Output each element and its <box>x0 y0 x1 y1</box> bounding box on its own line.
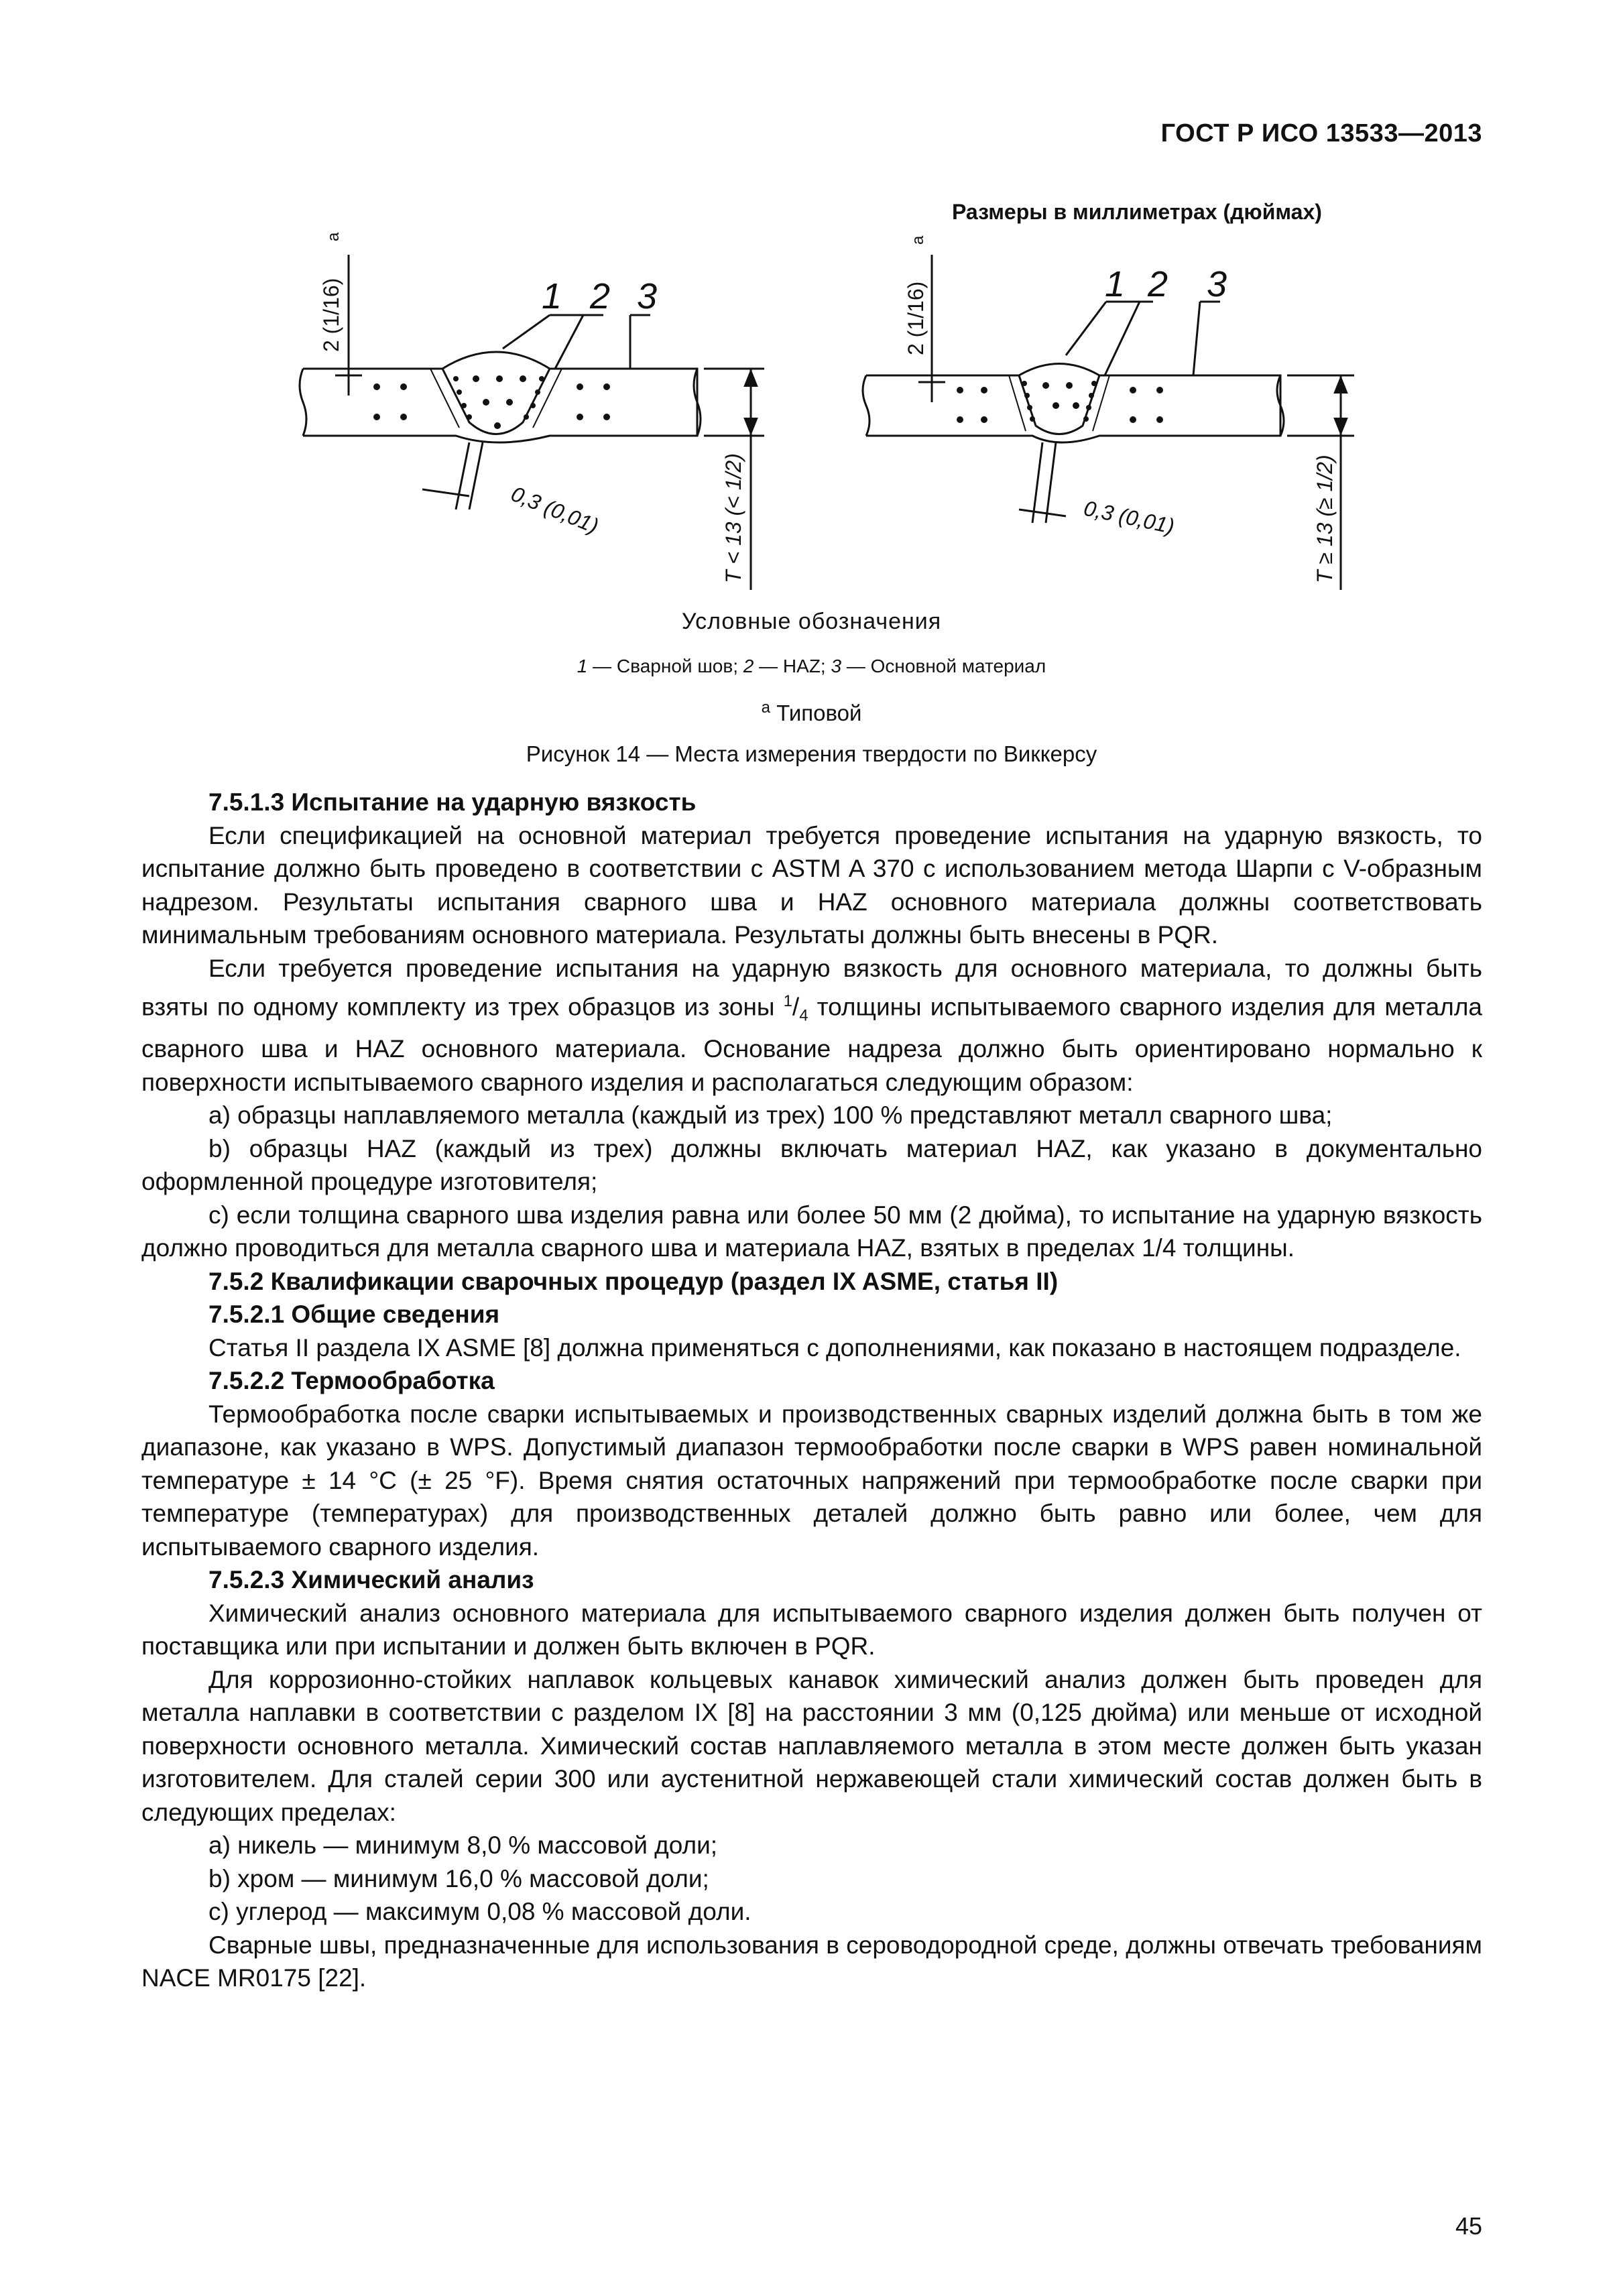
legend-items <box>0 656 1623 677</box>
paragraph: Химический анализ основного материала для испытываемого сварного изделия должен быть получен от поставщика или при испытании и должен быть включен в PQR. <box>141 1599 1482 1660</box>
fraction-numerator: 1 <box>783 992 792 1010</box>
legend-note <box>0 699 1623 726</box>
document-header: ГОСТ Р ИСО 13533—2013 <box>1160 119 1482 147</box>
heading-7-5-2: 7.5.2 Квалификации сварочных процедур (раздел IX ASME, статья II) <box>208 1267 1059 1295</box>
dim-offset-left: 0,3 (0,01) <box>507 481 602 538</box>
weld-hardness-figure <box>255 232 1394 617</box>
page-number: 45 <box>1455 2212 1482 2240</box>
heading-7-5-1-3: 7.5.1.3 Испытание на ударную вязкость <box>208 788 697 816</box>
callout-1-right: 1 <box>1105 264 1126 304</box>
paragraph-part: Если требуется проведение испытания на ударную вязкость для основного материала, то должны быть взяты по одному комплекту из трех образцов из зоны <box>141 954 1482 1021</box>
dim-top-left: 2 (1/16) <box>319 278 343 352</box>
units-note: Размеры в миллиметрах (дюймах) <box>952 200 1322 224</box>
note-text: Типовой <box>770 701 862 725</box>
body-text <box>141 786 1482 1995</box>
legend-3: — Основной материал <box>841 656 1046 676</box>
dim-offset-right: 0,3 (0,01) <box>1081 495 1177 539</box>
list-item: c) если толщина сварного шва изделия равна или более 50 мм (2 дюйма), то испытание на ударную вязкость должно проводиться для металла сварного шва и материала HAZ, взятых в пределах 1/4 толщины. <box>141 1201 1482 1262</box>
paragraph: Статья II раздела IX ASME [8] должна применяться с дополнениями, как показано в настоящем подразделе. <box>208 1333 1461 1362</box>
list-item: b) образцы HAZ (каждый из трех) должны включать материал HAZ, как указано в документально оформленной процедуре изготовителя; <box>141 1134 1482 1196</box>
legend-2-num: 2 <box>743 656 754 676</box>
paragraph-fraction: Если требуется проведение испытания на ударную вязкость для основного материала, то должны быть взяты по одному комплекту из трех образцов из зоны $^1/_4$ толщины испытываемого сварного изделия для металла сварного шва и HAZ основного материала. Основание надреза должно быть ориентировано нормально к поверхности испытываемого сварного изделия и располагаться следующим образом: <box>141 954 1482 1096</box>
hardness-points-left <box>373 375 610 429</box>
paragraph: Если спецификацией на основной материал требуется проведение испытания на ударную вязкость, то испытание должно быть проведено в соответствии с ASTM A 370 с использованием метода Шарпи с V-образным надрезом. Результаты испытания сварного шва и HAZ основного материала должны соответствовать минимальным требованиям основного материала. Результаты должны быть внесены в PQR. <box>141 821 1482 949</box>
heading-7-5-2-3: 7.5.2.3 Химический анализ <box>208 1566 534 1594</box>
figure-caption: Рисунок 14 — Места измерения твердости по Виккерсу <box>526 741 1097 766</box>
heading-7-5-2-1: 7.5.2.1 Общие сведения <box>208 1301 500 1329</box>
fraction-denominator: 4 <box>799 1006 808 1025</box>
heading-7-5-2-2: 7.5.2.2 Термообработка <box>208 1367 495 1395</box>
callout-1-left: 1 <box>542 276 562 316</box>
dim-top-sup-right: а <box>909 235 927 245</box>
note-mark: а <box>761 699 770 717</box>
list-item: c) углерод — максимум 0,08 % массовой доли. <box>208 1898 752 1926</box>
thickness-left: T < 13 (< 1/2) <box>721 453 745 583</box>
thickness-right: T ≥ 13 (≥ 1/2) <box>1313 455 1337 583</box>
callout-3-left: 3 <box>637 276 658 316</box>
paragraph-part: толщины испытываемого сварного изделия для металла сварного шва и HAZ основного материала. Основание надреза должно быть ориентировано нормально к поверхности испытываемого сварного изделия и располагаться следующим образом: <box>141 993 1482 1096</box>
list-item: а) образцы наплавляемого металла (каждый из трех) 100 % представляют металл сварного шва; <box>208 1101 1333 1130</box>
legend-1: — Сварной шов; <box>587 656 743 676</box>
legend-3-num: 3 <box>831 656 842 676</box>
weld-drawing-right <box>863 255 1354 590</box>
dim-top-sup-left: а <box>324 232 343 241</box>
paragraph: Термообработка после сварки испытываемых и производственных сварных изделий должна быть в том же диапазоне, как указано в WPS. Допустимый диапазон термообработки после сварки в WPS равен номинальной температуре ± 14 °C (± 25 °F). Время снятия остаточных напряжений при термообработке после сварки при температуре (температурах) для производственных деталей должно быть равно или более, чем для испытываемого сварного изделия. <box>141 1400 1482 1561</box>
hardness-points-right <box>957 381 1163 423</box>
callout-2-right: 2 <box>1148 264 1168 304</box>
paragraph: Для коррозионно-стойких наплавок кольцевых канавок химический анализ должен быть проведен для металла наплавки в соответствии с разделом IX [8] на расстоянии 3 мм (0,125 дюйма) или меньше от исходной поверхности основного металла. Химический состав наплавляемого металла в этом месте должен быть указан изготовителем. Для сталей серии 300 или аустенитной нержавеющей стали химический состав должен быть в следующих пределах: <box>141 1665 1482 1826</box>
legend-1-num: 1 <box>577 656 588 676</box>
paragraph: Сварные швы, предназначенные для использования в сероводородной среде, должны отвечать требованиям NACE MR0175 [22]. <box>141 1931 1482 1992</box>
weld-drawing-left <box>300 255 764 590</box>
legend-title: Условные обозначения <box>681 609 942 634</box>
dim-top-right: 2 (1/16) <box>904 281 928 355</box>
callout-2-left: 2 <box>590 276 611 316</box>
list-item: b) хром — минимум 16,0 % массовой доли; <box>208 1864 709 1892</box>
callout-3-right: 3 <box>1207 264 1227 304</box>
legend-2: — HAZ; <box>754 656 831 676</box>
list-item: а) никель — минимум 8,0 % массовой доли; <box>208 1831 718 1860</box>
